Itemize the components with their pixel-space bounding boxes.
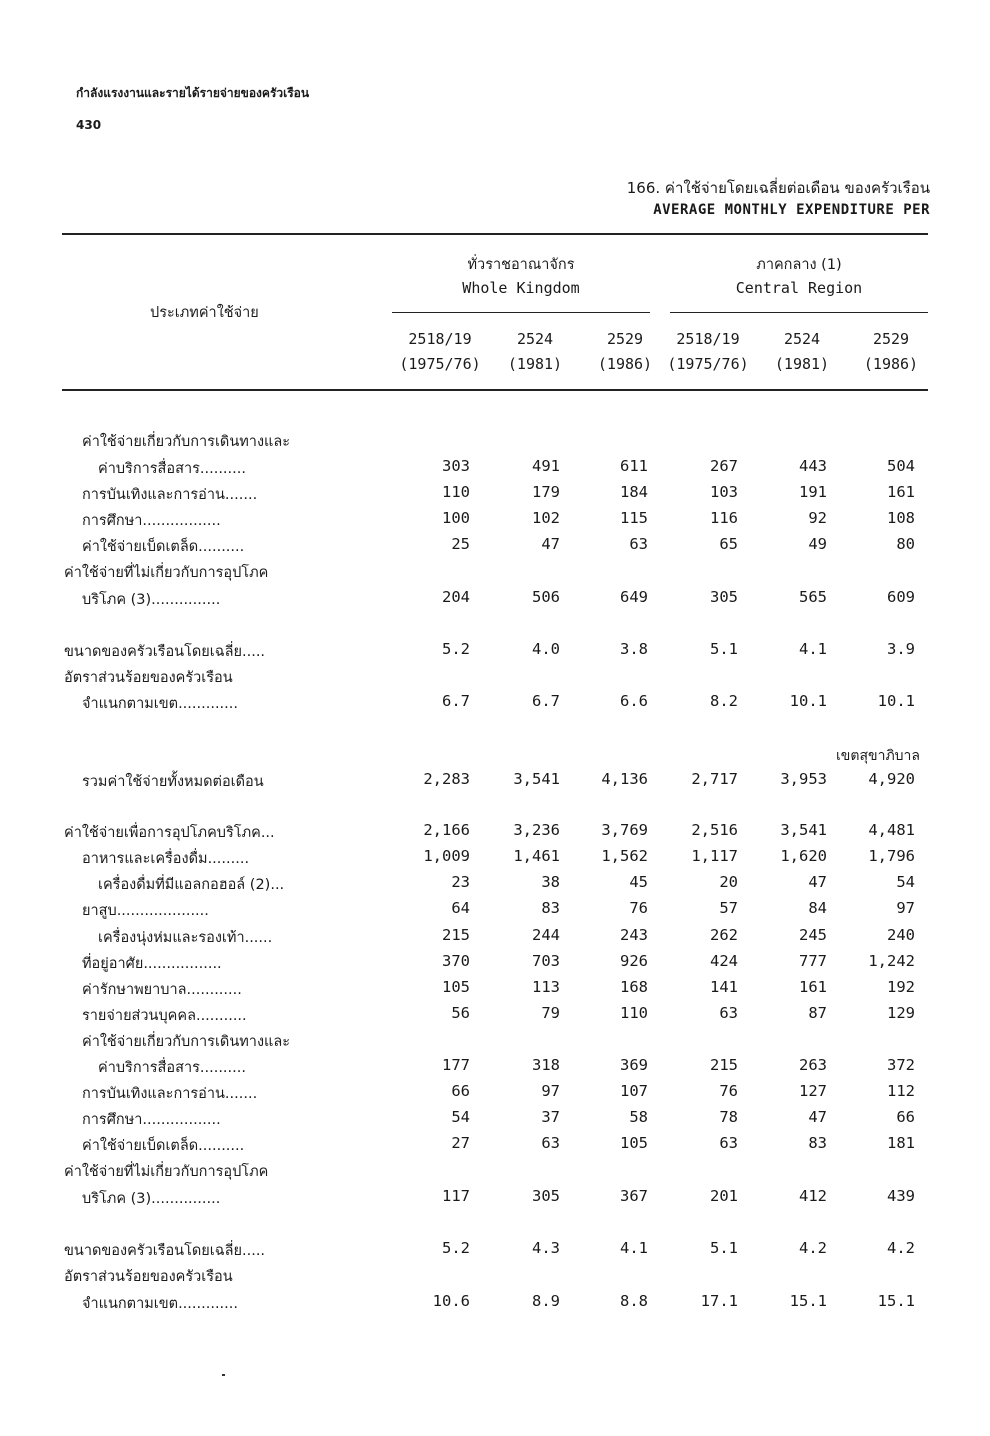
cell-value: 318 — [532, 1056, 560, 1074]
row-label: อาหารและเครื่องดื่ม......... — [82, 851, 250, 867]
cell-value: 267 — [710, 457, 738, 475]
cell-value: 83 — [808, 1134, 827, 1152]
cell-value: 4.1 — [799, 640, 827, 658]
cell-value: 161 — [799, 978, 827, 996]
cell-value: 305 — [710, 588, 738, 606]
cell-value: 100 — [442, 509, 470, 527]
table-row — [0, 430, 990, 456]
column-header: 2518/19 (1975/76) — [399, 330, 481, 373]
group-rule — [392, 312, 650, 313]
row-label: ค่าใช้จ่ายเบ็ดเตล็ด.......... — [82, 539, 245, 555]
cell-value: 161 — [887, 483, 915, 501]
table-title-thai: 166. ค่าใช้จ่ายโดยเฉลี่ยต่อเดือน ของครัวเรือน — [626, 179, 930, 197]
row-label: ยาสูบ.................... — [82, 903, 209, 919]
table-row — [0, 926, 990, 952]
table-row — [0, 978, 990, 1004]
column-header: 2529 (1986) — [863, 330, 919, 373]
table-row — [0, 1108, 990, 1134]
cell-value: 78 — [719, 1108, 738, 1126]
table-row — [0, 561, 990, 587]
row-label: ค่าใช้จ่ายที่ไม่เกี่ยวกับการอุปโภค — [64, 565, 269, 581]
group-header-english: Central Region — [735, 279, 863, 297]
row-label: การศึกษา................. — [82, 513, 221, 529]
cell-value: 1,009 — [423, 847, 470, 865]
row-label: เครื่องดื่มที่มีแอลกอฮอล์ (2)... — [98, 877, 285, 893]
cell-value: 63 — [719, 1004, 738, 1022]
cell-value: 263 — [799, 1056, 827, 1074]
cell-value: 926 — [620, 952, 648, 970]
cell-value: 47 — [541, 535, 560, 553]
row-label: จำแนกตามเขต............. — [82, 696, 238, 712]
cell-value: 4.0 — [532, 640, 560, 658]
running-title: กำลังแรงงานและรายได้รายจ่ายของครัวเรือน — [76, 86, 310, 100]
cell-value: 181 — [887, 1134, 915, 1152]
cell-value: 17.1 — [700, 1292, 738, 1310]
cell-value: 107 — [620, 1082, 648, 1100]
row-label: อัตราส่วนร้อยของครัวเรือน — [64, 1269, 233, 1285]
cell-value: 177 — [442, 1056, 470, 1074]
cell-value: 23 — [451, 873, 470, 891]
cell-value: 10.6 — [432, 1292, 470, 1310]
cell-value: 3,541 — [780, 821, 827, 839]
cell-value: 204 — [442, 588, 470, 606]
row-label: อัตราส่วนร้อยของครัวเรือน — [64, 670, 233, 686]
row-label: การบันเทิงและการอ่าน....... — [82, 1086, 258, 1102]
cell-value: 4,481 — [868, 821, 915, 839]
cell-value: 3.9 — [887, 640, 915, 658]
cell-value: 439 — [887, 1187, 915, 1205]
cell-value: 47 — [808, 1108, 827, 1126]
row-label: ขนาดของครัวเรือนโดยเฉลี่ย..... — [64, 1243, 266, 1259]
cell-value: 2,717 — [691, 770, 738, 788]
cell-value: 10.1 — [789, 692, 827, 710]
cell-value: 184 — [620, 483, 648, 501]
cell-value: 49 — [808, 535, 827, 553]
cell-value: 37 — [541, 1108, 560, 1126]
cell-value: 1,562 — [601, 847, 648, 865]
cell-value: 245 — [799, 926, 827, 944]
group-header-thai: ทั่วราชอาณาจักร — [467, 257, 575, 273]
cell-value: 66 — [896, 1108, 915, 1126]
cell-value: 262 — [710, 926, 738, 944]
cell-value: 63 — [541, 1134, 560, 1152]
table-row — [0, 1030, 990, 1056]
table-row — [0, 1265, 990, 1291]
table-row — [0, 692, 990, 718]
cell-value: 504 — [887, 457, 915, 475]
cell-value: 703 — [532, 952, 560, 970]
cell-value: 4.2 — [887, 1239, 915, 1257]
table-row — [0, 1004, 990, 1030]
group-header-english: Whole Kingdom — [462, 279, 580, 297]
cell-value: 609 — [887, 588, 915, 606]
cell-value: 10.1 — [877, 692, 915, 710]
cell-value: 201 — [710, 1187, 738, 1205]
page-number: 430 — [76, 118, 102, 132]
cell-value: 491 — [532, 457, 560, 475]
table-row — [0, 1056, 990, 1082]
cell-value: 83 — [541, 899, 560, 917]
cell-value: 369 — [620, 1056, 648, 1074]
cell-value: 367 — [620, 1187, 648, 1205]
cell-value: 3.8 — [620, 640, 648, 658]
cell-value: 5.2 — [442, 640, 470, 658]
table-row — [0, 666, 990, 692]
cell-value: 1,620 — [780, 847, 827, 865]
row-label: จำแนกตามเขต............. — [82, 1296, 238, 1312]
cell-value: 8.8 — [620, 1292, 648, 1310]
cell-value: 102 — [532, 509, 560, 527]
row-label: ค่าใช้จ่ายเพื่อการอุปโภคบริโภค... — [64, 825, 275, 841]
cell-value: 6.6 — [620, 692, 648, 710]
row-label: ค่าใช้จ่ายที่ไม่เกี่ยวกับการอุปโภค — [64, 1164, 269, 1180]
cell-value: 129 — [887, 1004, 915, 1022]
cell-value: 38 — [541, 873, 560, 891]
column-header: 2524 (1981) — [774, 330, 830, 373]
cell-value: 63 — [629, 535, 648, 553]
cell-value: 649 — [620, 588, 648, 606]
row-label: ค่ารักษาพยาบาล............ — [82, 982, 242, 998]
cell-value: 65 — [719, 535, 738, 553]
cell-value: 777 — [799, 952, 827, 970]
stray-mark — [222, 1374, 225, 1376]
cell-value: 303 — [442, 457, 470, 475]
table-row — [0, 509, 990, 535]
table-row — [0, 588, 990, 614]
cell-value: 2,283 — [423, 770, 470, 788]
cell-value: 97 — [541, 1082, 560, 1100]
table-row — [0, 1082, 990, 1108]
table-row — [0, 483, 990, 509]
cell-value: 97 — [896, 899, 915, 917]
cell-value: 105 — [620, 1134, 648, 1152]
cell-value: 20 — [719, 873, 738, 891]
cell-value: 1,242 — [868, 952, 915, 970]
cell-value: 92 — [808, 509, 827, 527]
cell-value: 412 — [799, 1187, 827, 1205]
cell-value: 424 — [710, 952, 738, 970]
column-header: 2529 (1986) — [597, 330, 653, 373]
cell-value: 565 — [799, 588, 827, 606]
cell-value: 3,953 — [780, 770, 827, 788]
cell-value: 3,236 — [513, 821, 560, 839]
cell-value: 179 — [532, 483, 560, 501]
cell-value: 127 — [799, 1082, 827, 1100]
cell-value: 110 — [442, 483, 470, 501]
cell-value: 80 — [896, 535, 915, 553]
cell-value: 141 — [710, 978, 738, 996]
table-title-english: AVERAGE MONTHLY EXPENDITURE PER — [653, 202, 930, 218]
cell-value: 4,136 — [601, 770, 648, 788]
cell-value: 84 — [808, 899, 827, 917]
cell-value: 63 — [719, 1134, 738, 1152]
row-label: ขนาดของครัวเรือนโดยเฉลี่ย..... — [64, 644, 266, 660]
cell-value: 116 — [710, 509, 738, 527]
row-label: บริโภค (3)............... — [82, 592, 221, 608]
header-bottom-rule — [62, 389, 928, 391]
cell-value: 57 — [719, 899, 738, 917]
cell-value: 117 — [442, 1187, 470, 1205]
cell-value: 4.1 — [620, 1239, 648, 1257]
table-row — [0, 770, 990, 796]
cell-value: 6.7 — [532, 692, 560, 710]
cell-value: 2,516 — [691, 821, 738, 839]
cell-value: 79 — [541, 1004, 560, 1022]
cell-value: 27 — [451, 1134, 470, 1152]
row-label: รายจ่ายส่วนบุคคล........... — [82, 1008, 247, 1024]
column-header: 2524 (1981) — [507, 330, 563, 373]
cell-value: 506 — [532, 588, 560, 606]
cell-value: 103 — [710, 483, 738, 501]
group-rule — [670, 312, 928, 313]
cell-value: 168 — [620, 978, 648, 996]
cell-value: 443 — [799, 457, 827, 475]
cell-value: 105 — [442, 978, 470, 996]
cell-value: 87 — [808, 1004, 827, 1022]
cell-value: 4.2 — [799, 1239, 827, 1257]
cell-value: 192 — [887, 978, 915, 996]
row-label: ค่าใช้จ่ายเกี่ยวกับการเดินทางและ — [82, 1034, 291, 1050]
column-header: 2518/19 (1975/76) — [667, 330, 749, 373]
cell-value: 112 — [887, 1082, 915, 1100]
stub-header: ประเภทค่าใช้จ่าย — [150, 305, 259, 321]
cell-value: 108 — [887, 509, 915, 527]
cell-value: 45 — [629, 873, 648, 891]
table-row — [0, 1187, 990, 1213]
cell-value: 5.2 — [442, 1239, 470, 1257]
table-row — [0, 640, 990, 666]
row-label: ที่อยู่อาศัย................. — [82, 956, 222, 972]
cell-value: 1,796 — [868, 847, 915, 865]
table-row — [0, 952, 990, 978]
row-label: ค่าใช้จ่ายเบ็ดเตล็ด.......... — [82, 1138, 245, 1154]
row-label: ค่าบริการสื่อสาร.......... — [98, 461, 246, 477]
table-row — [0, 821, 990, 847]
cell-value: 56 — [451, 1004, 470, 1022]
cell-value: 25 — [451, 535, 470, 553]
cell-value: 113 — [532, 978, 560, 996]
table-top-rule — [62, 233, 928, 235]
cell-value: 3,541 — [513, 770, 560, 788]
row-label: การศึกษา................. — [82, 1112, 221, 1128]
cell-value: 6.7 — [442, 692, 470, 710]
cell-value: 5.1 — [710, 1239, 738, 1257]
cell-value: 47 — [808, 873, 827, 891]
cell-value: 243 — [620, 926, 648, 944]
cell-value: 58 — [629, 1108, 648, 1126]
cell-value: 8.2 — [710, 692, 738, 710]
row-label: รวมค่าใช้จ่ายทั้งหมดต่อเดือน — [82, 774, 264, 790]
row-label: เครื่องนุ่งห่มและรองเท้า...... — [98, 930, 273, 946]
cell-value: 215 — [442, 926, 470, 944]
cell-value: 215 — [710, 1056, 738, 1074]
cell-value: 110 — [620, 1004, 648, 1022]
cell-value: 4,920 — [868, 770, 915, 788]
cell-value: 115 — [620, 509, 648, 527]
table-row — [0, 1160, 990, 1186]
sanitary-district-note: เขตสุขาภิบาล — [836, 748, 920, 764]
cell-value: 15.1 — [877, 1292, 915, 1310]
cell-value: 1,461 — [513, 847, 560, 865]
table-row — [0, 457, 990, 483]
table-row — [0, 873, 990, 899]
cell-value: 191 — [799, 483, 827, 501]
table-row — [0, 899, 990, 925]
table-row — [0, 535, 990, 561]
cell-value: 15.1 — [789, 1292, 827, 1310]
row-label: ค่าใช้จ่ายเกี่ยวกับการเดินทางและ — [82, 434, 291, 450]
cell-value: 4.3 — [532, 1239, 560, 1257]
table-row — [0, 1292, 990, 1318]
cell-value: 8.9 — [532, 1292, 560, 1310]
cell-value: 611 — [620, 457, 648, 475]
cell-value: 76 — [719, 1082, 738, 1100]
cell-value: 76 — [629, 899, 648, 917]
cell-value: 370 — [442, 952, 470, 970]
cell-value: 1,117 — [691, 847, 738, 865]
table-row — [0, 1134, 990, 1160]
cell-value: 240 — [887, 926, 915, 944]
cell-value: 3,769 — [601, 821, 648, 839]
row-label: การบันเทิงและการอ่าน....... — [82, 487, 258, 503]
table-row — [0, 1239, 990, 1265]
cell-value: 66 — [451, 1082, 470, 1100]
cell-value: 244 — [532, 926, 560, 944]
group-header-thai: ภาคกลาง (1) — [756, 257, 842, 273]
cell-value: 54 — [451, 1108, 470, 1126]
cell-value: 2,166 — [423, 821, 470, 839]
cell-value: 372 — [887, 1056, 915, 1074]
cell-value: 64 — [451, 899, 470, 917]
cell-value: 5.1 — [710, 640, 738, 658]
cell-value: 54 — [896, 873, 915, 891]
row-label: บริโภค (3)............... — [82, 1191, 221, 1207]
row-label: ค่าบริการสื่อสาร.......... — [98, 1060, 246, 1076]
cell-value: 305 — [532, 1187, 560, 1205]
table-row — [0, 847, 990, 873]
